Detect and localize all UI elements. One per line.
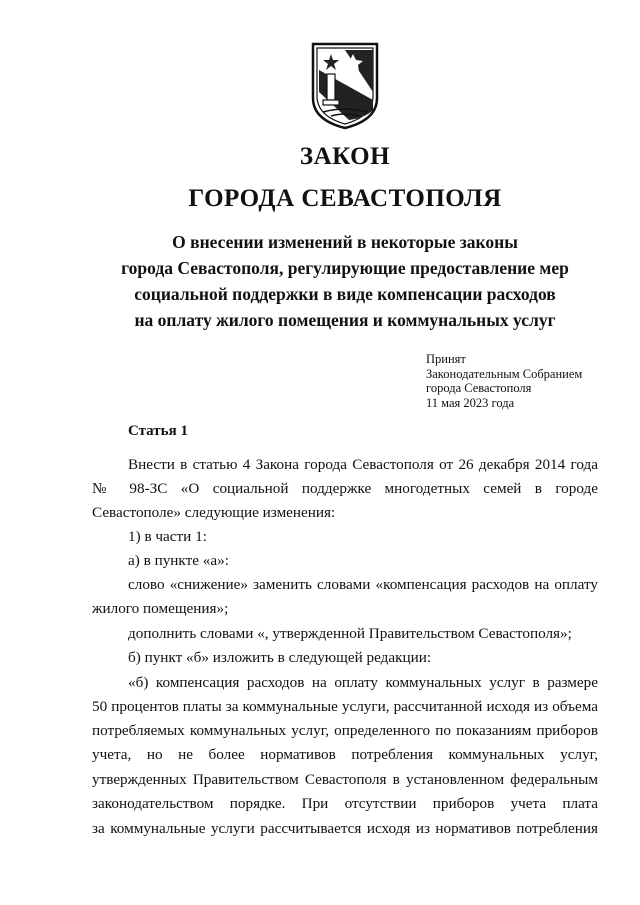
law-subject-line: города Севастополя, регулирующие предоставление мер [121, 258, 569, 278]
body-text-line: жилого помещения»; [92, 600, 229, 617]
adoption-note [426, 352, 582, 410]
sevastopol-coat-of-arms-icon [309, 40, 381, 130]
body-text-line: потребляемых коммунальных услуг, определенного по показаниям приборов [92, 722, 598, 739]
adoption-note-line: Законодательным Собранием [426, 366, 583, 381]
body-text-line: 50 процентов платы за коммунальные услуги, рассчитанной исходя из объема [92, 698, 598, 715]
document-title-city: ГОРОДА СЕВАСТОПОЛЯ [188, 185, 502, 212]
body-text-line: Внести в статью 4 Закона города Севастополя от 26 декабря 2014 года [128, 456, 598, 473]
document-title: ЗАКОН [299, 143, 391, 170]
law-subject-line: социальной поддержки в виде компенсации расходов [134, 284, 556, 304]
body-text-line: № 98-ЗС «О социальной поддержке многодетных семей в городе [92, 480, 598, 497]
body-text-line: законодательством порядке. При отсутствии приборов учета плата [92, 795, 598, 812]
adoption-note-line: Принят [426, 352, 466, 366]
body-text-line: дополнить словами «, утвержденной Правительством Севастополя»; [128, 625, 572, 642]
article-heading: Статья 1 [128, 423, 188, 439]
body-text-line: слово «снижение» заменить словами «компенсация расходов на оплату [128, 576, 598, 593]
adoption-note-line: города Севастополя [426, 381, 532, 395]
law-subject-line: О внесении изменений в некоторые законы [172, 232, 518, 252]
body-text-line: Севастополе» следующие изменения: [92, 504, 336, 521]
adoption-date: 11 мая 2023 года [426, 395, 515, 410]
body-text-line: утвержденных Правительством Севастополя в установленном федеральным [92, 771, 598, 788]
body-text-line: «б) компенсация расходов на оплату коммунальных услуг в размере [128, 674, 598, 691]
body-text-line: за коммунальные услуги рассчитывается исходя из нормативов потребления [92, 820, 598, 837]
body-text-line: учета, но не более нормативов потребления коммунальных услуг, [92, 746, 598, 763]
body-text-line: б) пункт «б» изложить в следующей редакции: [128, 649, 432, 666]
law-subject-line: на оплату жилого помещения и коммунальных услуг [134, 310, 556, 330]
body-text-line: 1) в части 1: [128, 528, 207, 545]
body-text-line: а) в пункте «а»: [128, 552, 229, 569]
